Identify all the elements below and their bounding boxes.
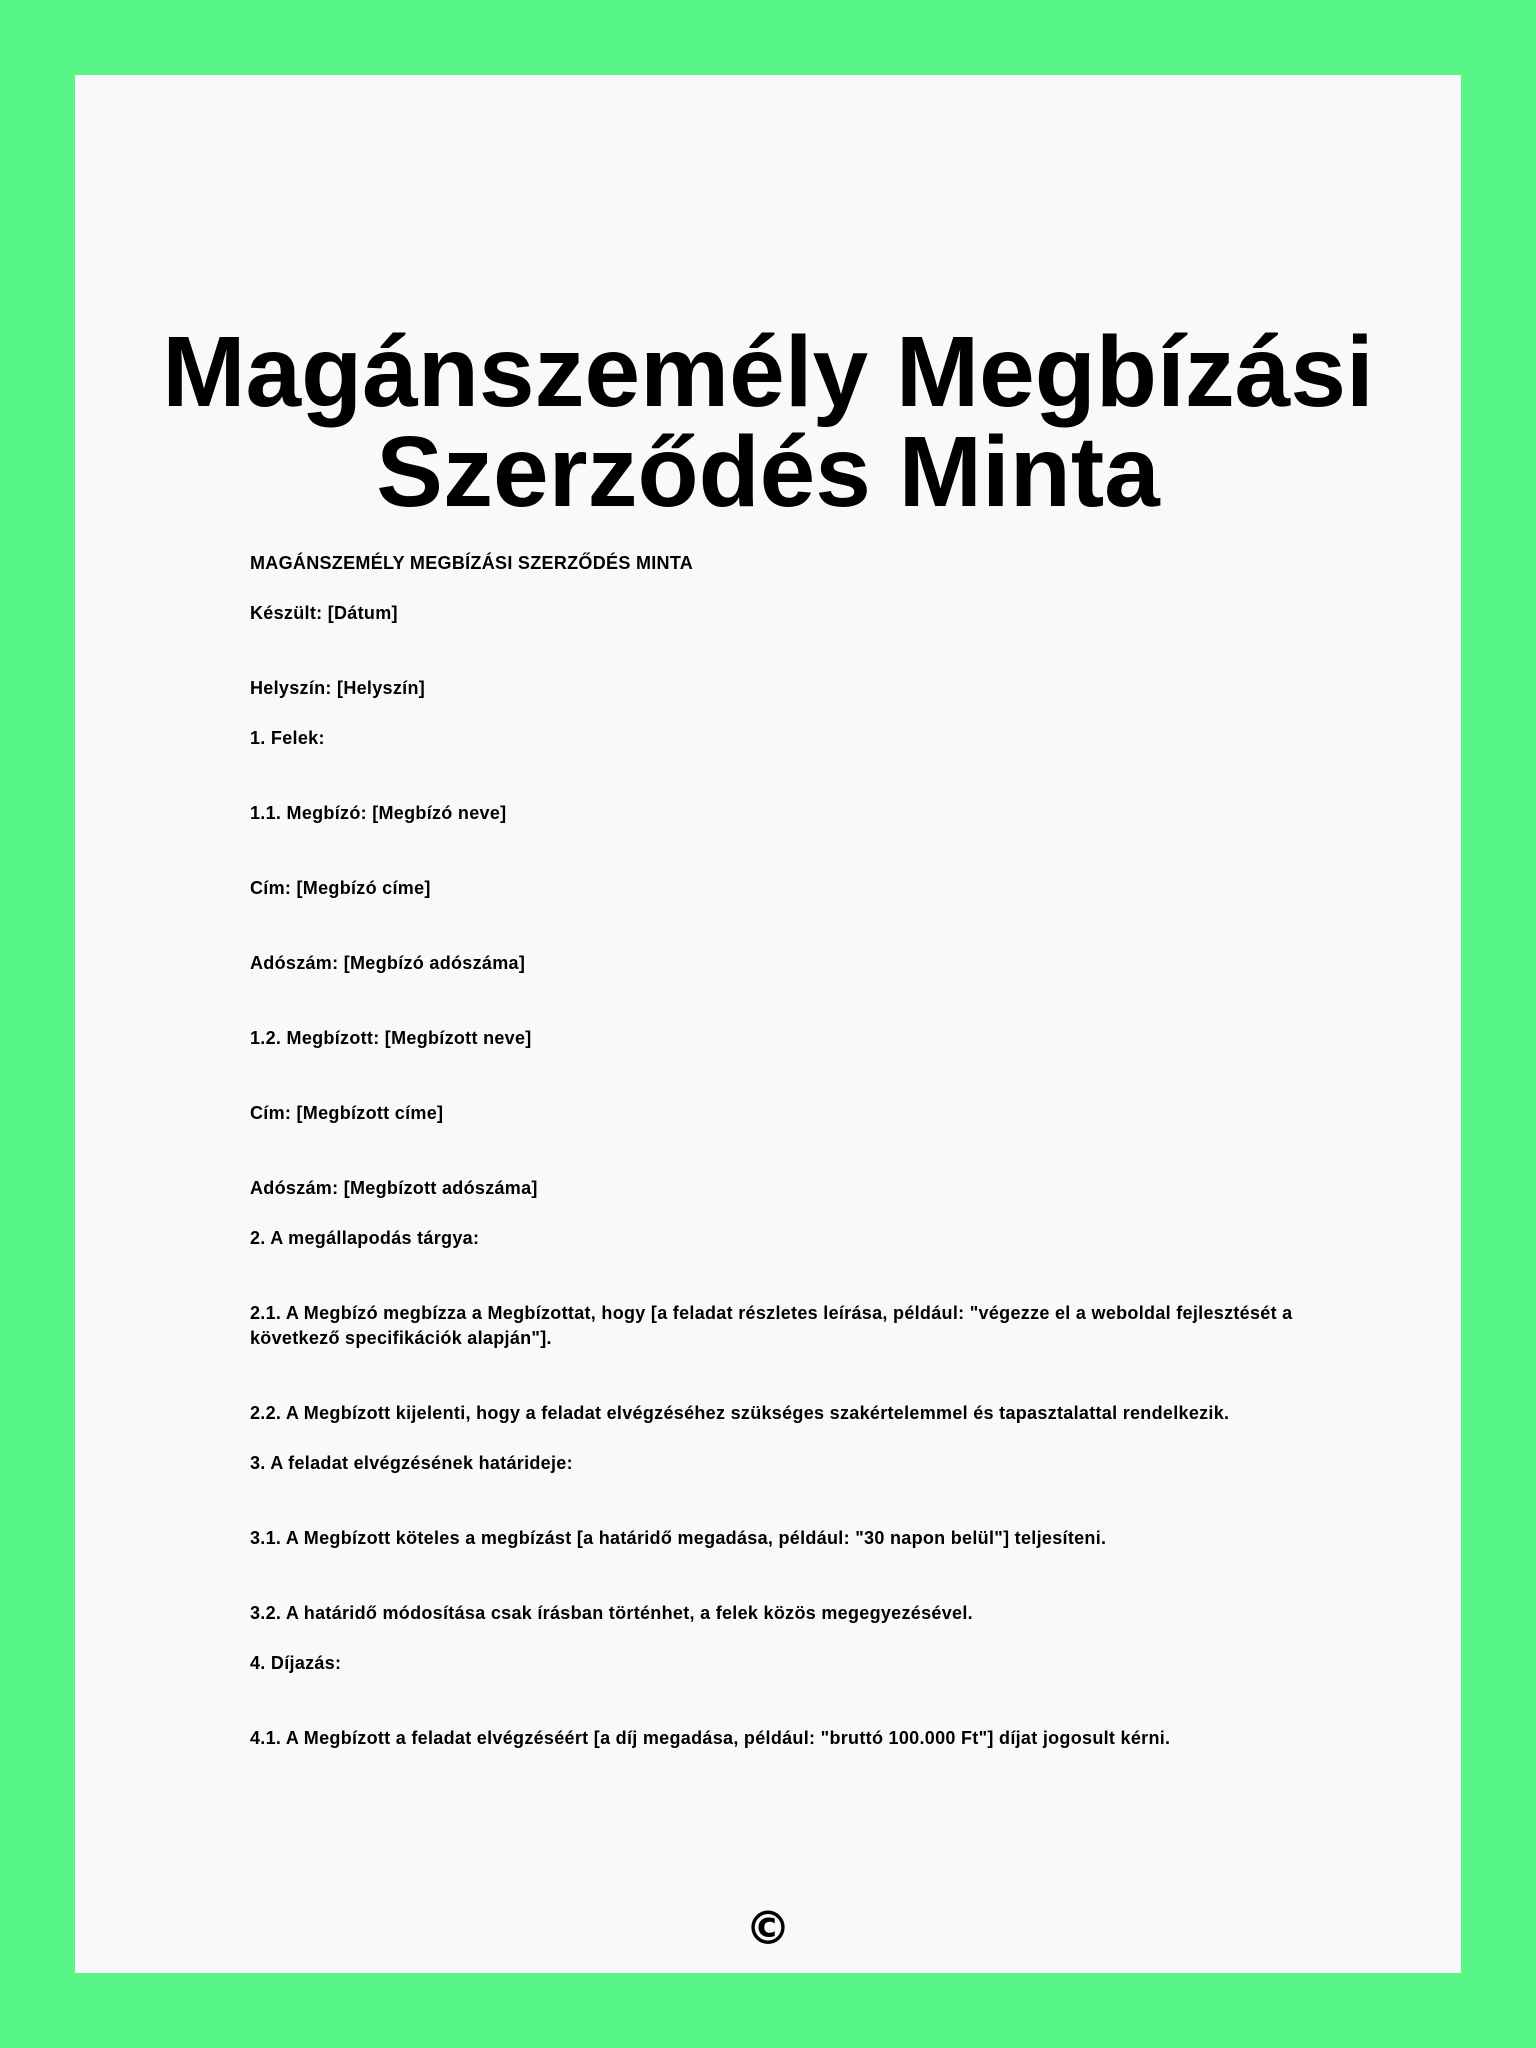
clause-3-2: 3.2. A határidő módosítása csak írásban történhet, a felek közös megegyezésével. [250,1603,973,1623]
page-title [75,316,1461,528]
contractor-address: Cím: [Megbízott címe] [250,1103,444,1123]
client-address: Cím: [Megbízó címe] [250,878,431,898]
clause-4-1: 4.1. A Megbízott a feladat elvégzéséért [a díj megadása, például: "bruttó 100.000 Ft"] díjat jogosult kérni. [250,1728,1171,1748]
clause-1-2: 1.2. Megbízott: [Megbízott neve] [250,1028,532,1048]
document-page [75,75,1461,1973]
section-title-fee: 4. Díjazás: [250,1653,342,1673]
section-title-subject: 2. A megállapodás tárgya: [250,1228,480,1248]
document-body [250,551,1330,1776]
section-title-deadline: 3. A feladat elvégzésének határideje: [250,1453,573,1473]
clause-2-2: 2.2. A Megbízott kijelenti, hogy a feladat elvégzéséhez szükséges szakértelemmel és tapasztalattal rendelkezik. [250,1403,1230,1423]
page-title-line-2: Szerződés Minta [376,416,1160,528]
copyright-icon: © [745,1901,791,1955]
client-tax-number: Adószám: [Megbízó adószáma] [250,953,526,973]
section-title-parties: 1. Felek: [250,728,325,748]
clause-2-1: 2.1. A Megbízó megbízza a Megbízottat, hogy [a feladat részletes leírása, például: "végezze el a weboldal fejlesztését a következő specifikációk alapján"]. [250,1303,1293,1348]
page-title-line-1: Magánszemély Megbízási [162,316,1374,428]
clause-3-1: 3.1. A Megbízott köteles a megbízást [a határidő megadása, például: "30 napon belül"] teljesíteni. [250,1528,1107,1548]
location: Helyszín: [Helyszín] [250,678,426,698]
prepared-date: Készült: [Dátum] [250,603,398,623]
contractor-tax-number: Adószám: [Megbízott adószáma] [250,1178,538,1198]
document-heading: MAGÁNSZEMÉLY MEGBÍZÁSI SZERZŐDÉS MINTA [250,553,694,573]
clause-1-1: 1.1. Megbízó: [Megbízó neve] [250,803,507,823]
